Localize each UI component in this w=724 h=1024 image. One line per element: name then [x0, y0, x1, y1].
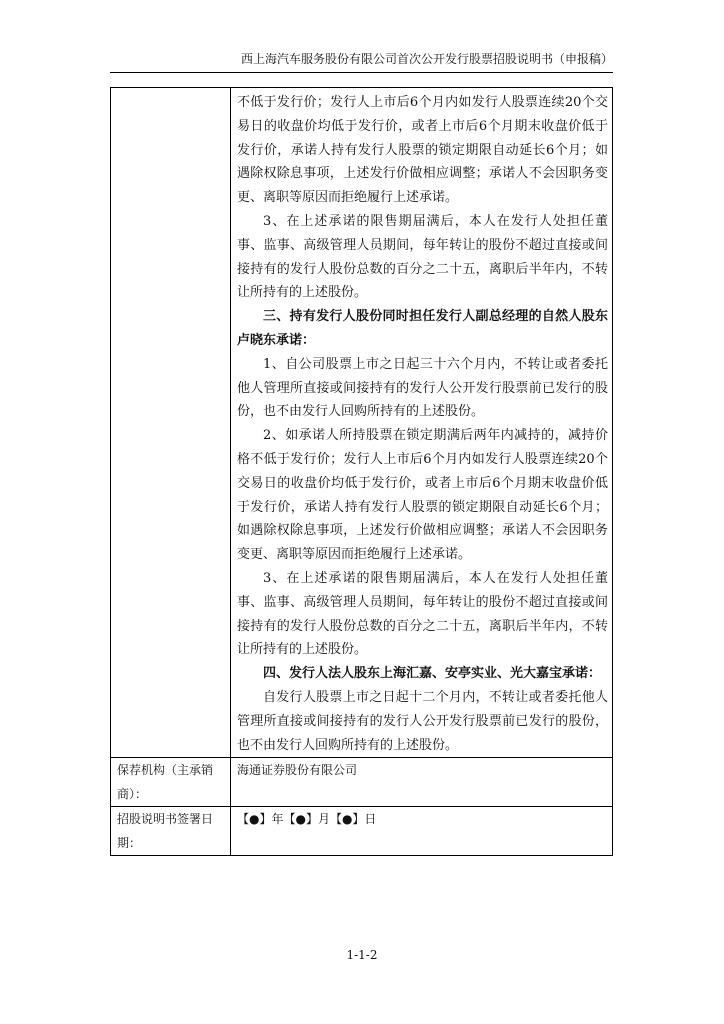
page-header-title: 西上海汽车服务股份有限公司首次公开发行股票招股说明书（申报稿）	[240, 52, 613, 66]
commitment-paragraph: 不低于发行价；发行人上市后6个月内如发行人股票连续20个交易日的收盘价均低于发行价，或者上市后6个月期末收盘价低于发行价，承诺人持有发行人股票的锁定期限自动延长6个月；如遇除权除息事项，上述发行价做相应调整；承诺人不会因职务变更、离职等原因而拒绝履行上述承诺。	[237, 95, 608, 206]
signing-date-label: 招股说明书签署日期：	[111, 807, 231, 856]
sponsor-row	[111, 758, 613, 807]
commitment-paragraph: 1、自公司股票上市之日起三十六个月内，不转让或者委托他人管理所直接或间接持有的发行人公开发行股票前已发行的股份，也不由发行人回购所持有的上述股份。	[237, 356, 608, 420]
prospectus-table	[110, 87, 613, 856]
sponsor-label: 保荐机构（主承销商）：	[111, 758, 231, 807]
blank-left-cell	[111, 88, 231, 758]
commitment-paragraph: 3、在上述承诺的限售期届满后，本人在发行人处担任董事、监事、高级管理人员期间，每年转让的股份不超过直接或间接持有的发行人股份总数的百分之二十五，离职后半年内，不转让所持有的上述股份。	[237, 570, 608, 658]
header-rule	[110, 72, 613, 73]
signing-date-row	[111, 807, 613, 856]
sponsor-value: 海通证券股份有限公司	[231, 758, 613, 807]
commitment-paragraph: 自发行人股票上市之日起十二个月内，不转让或者委托他人管理所直接或间接持有的发行人公开发行股票前已发行的股份，也不由发行人回购所持有的上述股份。	[237, 689, 608, 753]
commitment-row	[111, 88, 613, 758]
section-heading: 三、持有发行人股份同时担任发行人副总经理的自然人股东卢晓东承诺：	[237, 309, 608, 348]
page-number: 1-1-2	[346, 948, 378, 962]
commitment-paragraph: 3、在上述承诺的限售期届满后，本人在发行人处担任董事、监事、高级管理人员期间，每年转让的股份不超过直接或间接持有的发行人股份总数的百分之二十五，离职后半年内，不转让所持有的上述股份。	[237, 213, 608, 301]
section-heading: 四、发行人法人股东上海汇嘉、安亭实业、光大嘉宝承诺：	[263, 666, 602, 682]
commitment-paragraph: 2、如承诺人所持股票在锁定期满后两年内减持的，减持价格不低于发行价；发行人上市后6个月内如发行人股票连续20个交易日的收盘价均低于发行价，或者上市后6个月期末收盘价低于发行价，承诺人持有发行人股票的锁定期限自动延长6个月；如遇除权除息事项，上述发行价做相应调整；承诺人不会因职务变更、离职等原因而拒绝履行上述承诺。	[237, 428, 608, 563]
signing-date-value: 【●】年【●】月【●】日	[231, 807, 613, 856]
commitment-content-cell	[231, 88, 613, 758]
